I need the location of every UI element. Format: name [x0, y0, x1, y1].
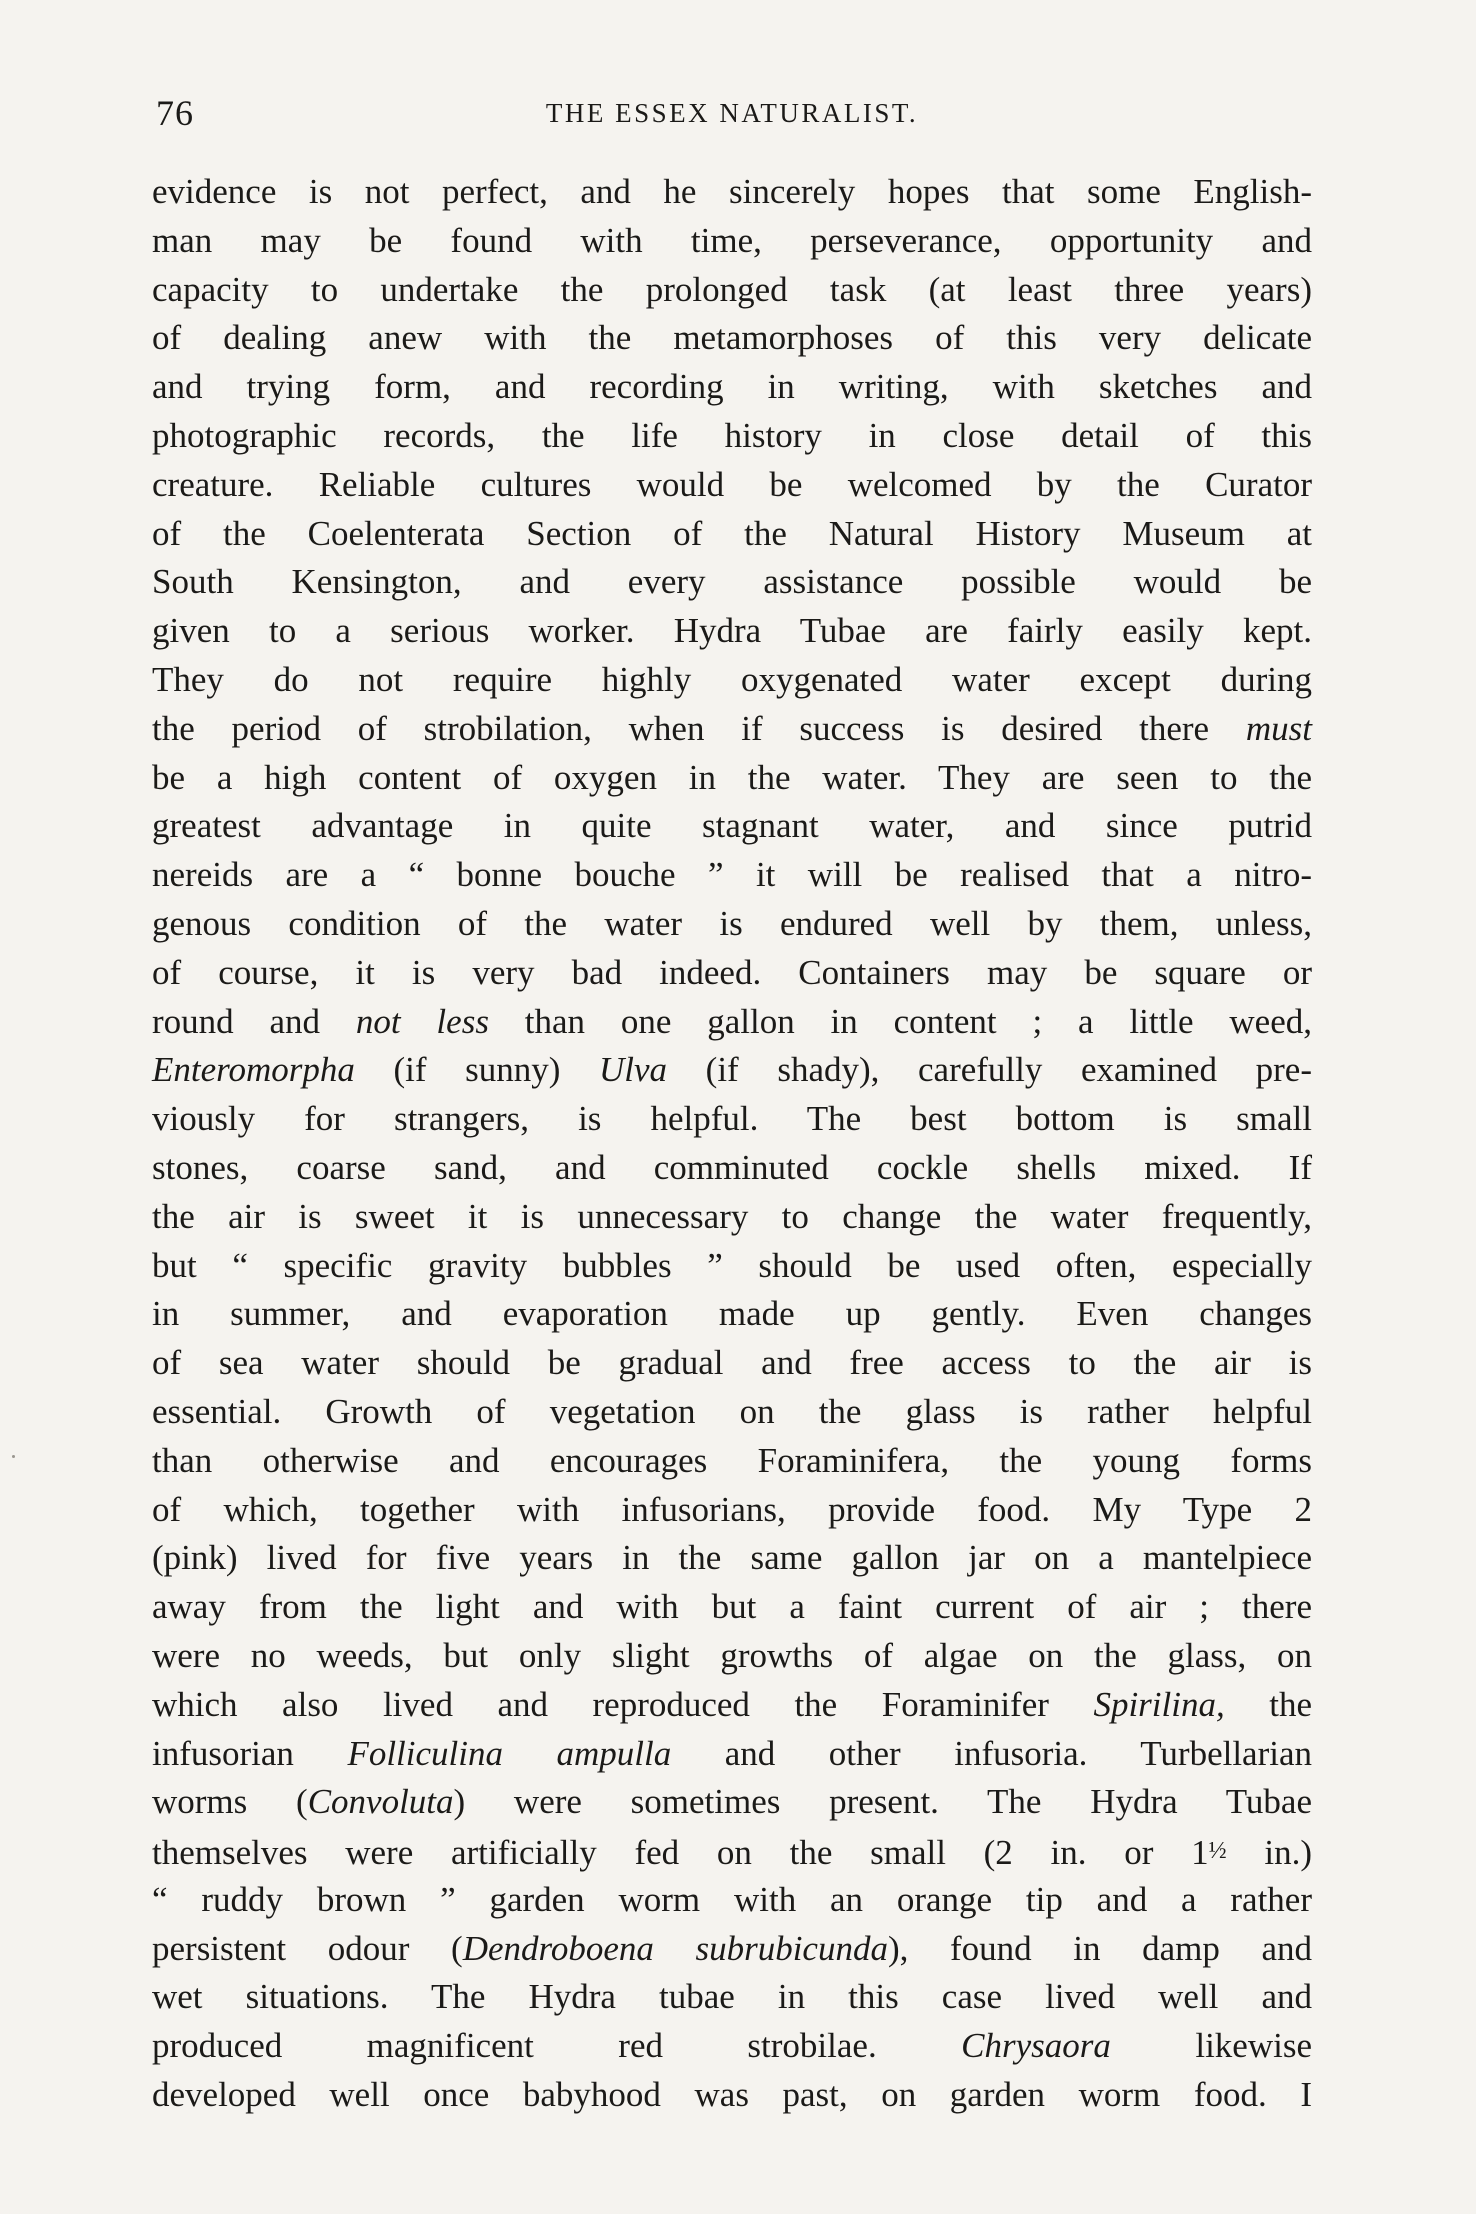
- text-run: ) were sometimes present. The Hydra Tubae: [453, 1782, 1313, 1822]
- text-run: infusorian: [152, 1733, 348, 1773]
- text-run: capacity to undertake the prolonged task (at least three years): [152, 269, 1312, 309]
- text-run: of the Coelenterata Section of the Natural History Museum at: [152, 513, 1312, 553]
- text-run: They do not require highly oxygenated water except during: [152, 659, 1312, 699]
- text-run: given to a serious worker. Hydra Tubae are fairly easily kept.: [152, 611, 1312, 651]
- text-run: “ ruddy brown ” garden worm with an orange tip and a rather: [152, 1879, 1312, 1919]
- text-run: persistent odour (: [152, 1928, 463, 1968]
- text-line: [152, 656, 1312, 705]
- text-line: [152, 1876, 1312, 1925]
- text-line: [152, 1339, 1312, 1388]
- text-run: wet situations. The Hydra tubae in this case lived well and: [152, 1977, 1312, 2017]
- text-run: but “ specific gravity bubbles ” should be used often, especially: [152, 1245, 1312, 1285]
- text-line: [152, 2022, 1312, 2071]
- text-run: and trying form, and recording in writing, with sketches and: [152, 367, 1312, 407]
- text-line: [152, 998, 1312, 1047]
- text-line: [152, 314, 1312, 363]
- italic-term: Folliculina ampulla: [347, 1733, 672, 1773]
- text-run: (if shady), carefully examined pre-: [667, 1050, 1312, 1090]
- text-run: in summer, and evaporation made up gently. Even changes: [152, 1294, 1312, 1334]
- text-line: [152, 2071, 1312, 2120]
- text-run: than one gallon in content ; a little weed,: [488, 1001, 1312, 1041]
- italic-term: Ulva: [599, 1050, 668, 1090]
- text-line: [152, 1632, 1312, 1681]
- text-run: likewise: [1110, 2026, 1312, 2066]
- text-line: [152, 607, 1312, 656]
- text-run: essential. Growth of vegetation on the glass is rather helpful: [152, 1391, 1312, 1431]
- text-line: [152, 266, 1312, 315]
- text-run: of course, it is very bad indeed. Containers may be square or: [152, 952, 1312, 992]
- text-run: produced magnificent red strobilae.: [152, 2026, 962, 2066]
- paper-speck: [12, 1455, 15, 1458]
- journal-title: THE ESSEX NATURALIST.: [545, 98, 919, 128]
- text-run: creature. Reliable cultures would be welcomed by the Curator: [152, 464, 1312, 504]
- text-run: man may be found with time, perseverance, opportunity and: [152, 220, 1312, 260]
- text-line: [152, 168, 1312, 217]
- italic-term: Convoluta: [307, 1782, 454, 1822]
- text-run: in.): [1226, 1833, 1312, 1873]
- text-line: [152, 461, 1312, 510]
- text-line: [152, 1778, 1312, 1827]
- text-run: the: [1224, 1684, 1312, 1724]
- text-line: [152, 1144, 1312, 1193]
- text-run: stones, coarse sand, and comminuted cockle shells mixed. If: [152, 1147, 1312, 1187]
- italic-term: not less: [355, 1001, 489, 1041]
- text-line: [152, 1095, 1312, 1144]
- text-line: [152, 1973, 1312, 2022]
- text-line: [152, 1193, 1312, 1242]
- text-run: which also lived and reproduced the Foraminifer: [152, 1684, 1094, 1724]
- text-line: [152, 1925, 1312, 1974]
- text-run: ), found in damp and: [887, 1928, 1313, 1968]
- text-run: greatest advantage in quite stagnant water, and since putrid: [152, 806, 1312, 846]
- text-run: the air is sweet it is unnecessary to change the water frequently,: [152, 1196, 1312, 1236]
- text-line: [152, 217, 1312, 266]
- text-run: genous condition of the water is endured well by them, unless,: [152, 903, 1312, 943]
- text-run: and other infusoria. Turbellarian: [671, 1733, 1312, 1773]
- text-line: [152, 412, 1312, 461]
- text-line: [152, 1583, 1312, 1632]
- text-line: [152, 1827, 1312, 1876]
- text-line: [152, 802, 1312, 851]
- text-line: [152, 1046, 1312, 1095]
- text-line: [152, 1534, 1312, 1583]
- text-run: were no weeds, but only slight growths of algae on the glass, on: [152, 1635, 1312, 1675]
- body-text: [152, 168, 1312, 2120]
- text-line: [152, 1681, 1312, 1730]
- text-run: nereids are a “ bonne bouche ” it will be realised that a nitro-: [152, 855, 1312, 895]
- text-run: of dealing anew with the metamorphoses of this very delicate: [152, 318, 1312, 358]
- running-head: [152, 92, 1312, 142]
- text-run: evidence is not perfect, and he sincerely hopes that some English-: [152, 172, 1312, 211]
- page-number: 76: [156, 93, 194, 133]
- text-run: the period of strobilation, when if success is desired there: [152, 708, 1246, 748]
- text-run: of which, together with infusorians, provide food. My Type 2: [152, 1489, 1312, 1529]
- text-run: viously for strangers, is helpful. The best bottom is small: [152, 1099, 1312, 1139]
- text-line: [152, 1290, 1312, 1339]
- text-line: [152, 363, 1312, 412]
- text-run: be a high content of oxygen in the water. They are seen to the: [152, 757, 1312, 797]
- italic-term: Spirilina,: [1093, 1684, 1225, 1724]
- text-run: developed well once babyhood was past, on garden worm food. I: [152, 2075, 1312, 2115]
- text-line: [152, 1242, 1312, 1291]
- text-run: worms (: [152, 1782, 308, 1822]
- text-line: [152, 949, 1312, 998]
- text-run: than otherwise and encourages Foraminifera, the young forms: [152, 1440, 1312, 1480]
- text-line: [152, 510, 1312, 559]
- text-run: photographic records, the life history in close detail of this: [152, 415, 1312, 455]
- text-run: away from the light and with but a faint current of air ; there: [152, 1587, 1312, 1627]
- text-line: [152, 705, 1312, 754]
- text-run: (if sunny): [354, 1050, 600, 1090]
- italic-term: Chrysaora: [961, 2026, 1111, 2066]
- text-line: [152, 1486, 1312, 1535]
- text-line: [152, 1730, 1312, 1779]
- text-line: [152, 558, 1312, 607]
- text-run: round and: [152, 1001, 356, 1041]
- text-run: (pink) lived for five years in the same gallon jar on a mantelpiece: [152, 1538, 1312, 1578]
- italic-term: Dendroboena subrubicunda: [462, 1928, 888, 1968]
- text-line: [152, 1388, 1312, 1437]
- text-run: of sea water should be gradual and free access to the air is: [152, 1343, 1312, 1383]
- text-line: [152, 1437, 1312, 1486]
- text-run: themselves were artificially fed on the small (2 in. or 1: [152, 1833, 1209, 1873]
- italic-term: must: [1245, 708, 1312, 748]
- italic-term: Enteromorpha: [152, 1050, 355, 1090]
- text-line: [152, 851, 1312, 900]
- text-run: South Kensington, and every assistance possible would be: [152, 562, 1312, 602]
- fraction: ½: [1208, 1838, 1227, 1865]
- text-line: [152, 754, 1312, 803]
- text-line: [152, 900, 1312, 949]
